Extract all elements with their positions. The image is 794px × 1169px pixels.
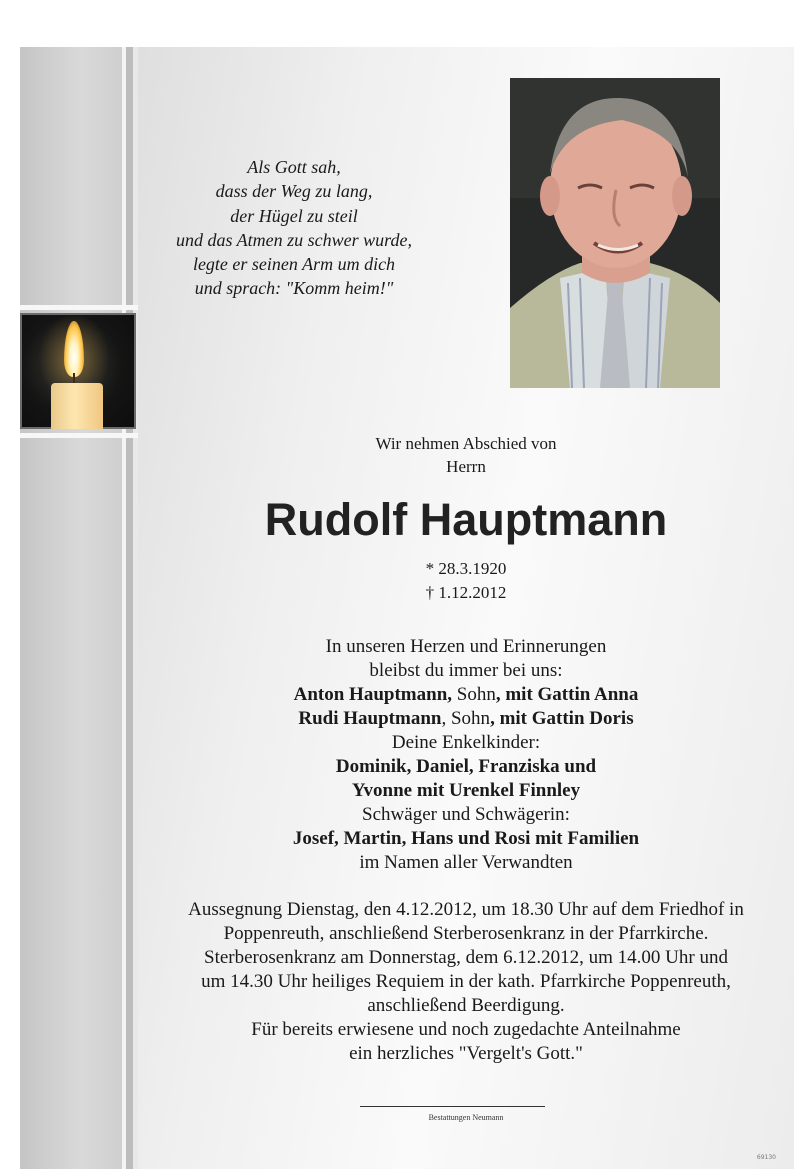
poem-line: legte er seinen Arm um dich bbox=[192, 254, 396, 275]
grandchildren-line: Dominik, Daniel, Franziska und bbox=[335, 756, 597, 777]
inlaws-label: Schwäger und Schwägerin: bbox=[362, 804, 570, 825]
grandchildren-line: Yvonne mit Urenkel Finnley bbox=[351, 780, 581, 801]
obituary-card bbox=[20, 47, 794, 1169]
grandchildren-label: Deine Enkelkinder: bbox=[391, 732, 541, 753]
decorative-side-strip bbox=[20, 47, 138, 1169]
inlaws-names bbox=[138, 827, 794, 851]
poem-line: und sprach: "Komm heim!" bbox=[194, 278, 394, 299]
memorial-poem bbox=[138, 155, 450, 301]
family-son1 bbox=[138, 683, 794, 707]
mourners-list bbox=[138, 635, 794, 875]
candle-image bbox=[20, 313, 136, 429]
grandchildren-names bbox=[138, 779, 794, 803]
family-line: bleibst du immer bei uns: bbox=[369, 660, 563, 681]
signature-divider bbox=[360, 1106, 545, 1107]
intro-line: Wir nehmen Abschied von bbox=[375, 434, 557, 453]
son2-spouse: , mit Gattin Doris bbox=[490, 708, 634, 729]
family-line: In unseren Herzen und Erinnerungen bbox=[325, 636, 607, 657]
birth-date: * 28.3.1920 bbox=[425, 559, 507, 578]
deceased-name: Rudolf Hauptmann bbox=[264, 494, 668, 545]
funeral-line: Poppenreuth, anschließend Sterberosenkranz in der Pfarrkirche. bbox=[223, 923, 709, 944]
document-code: 69130 bbox=[756, 1154, 776, 1161]
intro-title: Herrn bbox=[446, 457, 486, 476]
funeral-line: Sterberosenkranz am Donnerstag, dem 6.12.2012, um 14.00 Uhr und bbox=[204, 947, 728, 968]
funeral-line: um 14.30 Uhr heiliges Requiem in der kath. Pfarrkirche Poppenreuth, bbox=[201, 971, 731, 992]
poem-line: Als Gott sah, bbox=[247, 157, 341, 177]
grandchildren-names bbox=[138, 755, 794, 779]
family-closing: im Namen aller Verwandten bbox=[359, 852, 573, 873]
son2-relation: , Sohn bbox=[441, 708, 491, 729]
funeral-line: anschließend Beerdigung. bbox=[367, 995, 565, 1016]
farewell-intro bbox=[138, 432, 794, 478]
life-dates bbox=[138, 557, 794, 605]
portrait-figure bbox=[510, 78, 720, 388]
poem-line: der Hügel zu steil bbox=[230, 205, 358, 226]
funeral-line: ein herzliches "Vergelt's Gott." bbox=[349, 1043, 583, 1064]
funeral-line: Für bereits erwiesene und noch zugedachte Anteilnahme bbox=[251, 1019, 681, 1040]
portrait-photo bbox=[510, 78, 720, 388]
funeral-details bbox=[138, 898, 794, 1066]
inlaws-line: Josef, Martin, Hans und Rosi mit Familien bbox=[292, 828, 640, 849]
funeral-line: Aussegnung Dienstag, den 4.12.2012, um 18.30 Uhr auf dem Friedhof in bbox=[188, 899, 744, 920]
poem-line: dass der Weg zu lang, bbox=[215, 181, 373, 202]
son2-name: Rudi Hauptmann bbox=[298, 708, 442, 729]
death-date: † 1.12.2012 bbox=[425, 583, 507, 602]
poem-line: und das Atmen zu schwer wurde, bbox=[176, 229, 412, 250]
undertaker-name: Bestattungen Neumann bbox=[428, 1113, 504, 1122]
son1-relation: Sohn bbox=[452, 684, 496, 705]
son1-name: Anton Hauptmann, bbox=[293, 684, 453, 705]
family-son2 bbox=[138, 707, 794, 731]
son1-spouse: , mit Gattin Anna bbox=[495, 684, 639, 705]
